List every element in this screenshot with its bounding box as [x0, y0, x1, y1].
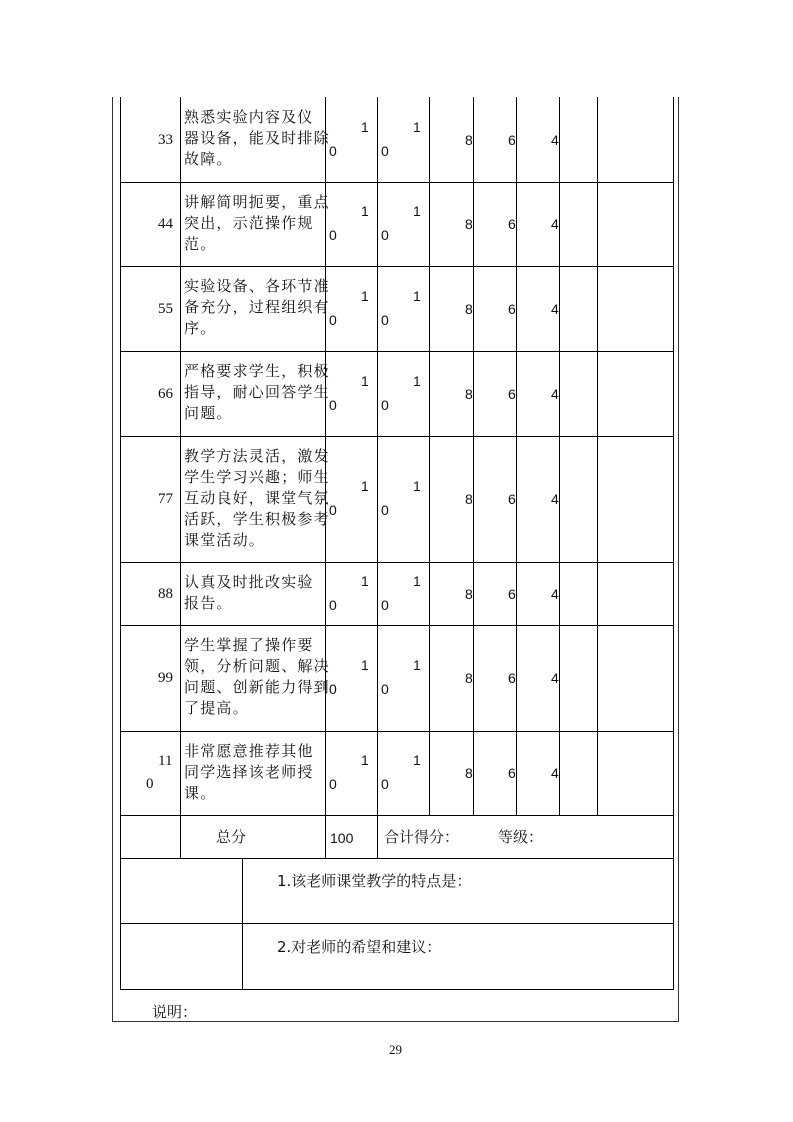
score-great-bottom: 0 [381, 776, 389, 792]
column-border [377, 97, 378, 816]
column-border [120, 815, 121, 859]
column-border [120, 858, 121, 990]
score-full-top: 1 [361, 118, 369, 135]
score-great-bottom: 0 [381, 142, 389, 159]
page-number: 29 [389, 1042, 402, 1057]
score-great-top: 1 [413, 203, 421, 219]
score-pass: 6 [508, 765, 516, 781]
row-border [120, 989, 674, 990]
row-border [120, 266, 674, 267]
score-great-bottom: 0 [381, 227, 389, 243]
score-pass: 6 [508, 131, 516, 148]
column-border [180, 815, 181, 859]
score-full-top: 1 [361, 752, 369, 768]
column-border [325, 815, 326, 859]
column-border [673, 97, 674, 816]
score-great-bottom: 0 [381, 311, 389, 328]
grade-label: 等级： [498, 828, 544, 846]
score-low: 4 [551, 765, 559, 781]
row-number-cont: 0 [146, 776, 154, 792]
score-good: 8 [465, 216, 473, 232]
comment-question-2: 2.对老师的希望和建议： [277, 938, 442, 956]
column-border [673, 815, 674, 859]
score-good: 8 [465, 491, 473, 507]
score-full-bottom: 0 [329, 396, 337, 413]
score-full-bottom: 0 [329, 776, 337, 792]
row-border [120, 562, 674, 563]
criterion-text: 实验设备、各环节准 备充分，过程组织有 序。 [184, 277, 330, 337]
score-good: 8 [465, 585, 473, 602]
note-label: 说明： [152, 1003, 198, 1021]
score-full-bottom: 0 [329, 142, 337, 159]
score-pass: 6 [508, 491, 516, 507]
score-full-bottom: 0 [329, 227, 337, 243]
row-number: 33 [158, 131, 173, 148]
score-great-top: 1 [413, 572, 421, 589]
score-good: 8 [465, 131, 473, 148]
score-full-top: 1 [361, 478, 369, 494]
row-number: 44 [158, 216, 173, 232]
score-full-top: 1 [361, 657, 369, 673]
score-great-top: 1 [413, 478, 421, 494]
score-full-bottom: 0 [329, 596, 337, 613]
score-great-top: 1 [413, 372, 421, 389]
score-low: 4 [551, 385, 559, 402]
row-number: 88 [158, 585, 173, 602]
comment-question-1: 1.该老师课堂教学的特点是： [277, 872, 472, 890]
score-great-bottom: 0 [381, 681, 389, 697]
score-pass: 6 [508, 216, 516, 232]
score-good: 8 [465, 385, 473, 402]
column-border [120, 97, 121, 816]
score-pass: 6 [508, 670, 516, 686]
score-great-top: 1 [413, 118, 421, 135]
score-great-top: 1 [413, 657, 421, 673]
score-full-bottom: 0 [329, 502, 337, 518]
column-border [429, 97, 430, 816]
criterion-text: 学生掌握了操作要 领，分析问题、解决 问题、创新能力得到 了提高。 [184, 636, 330, 717]
score-full-top: 1 [361, 572, 369, 589]
score-pass: 6 [508, 300, 516, 317]
criterion-text: 教学方法灵活，激发 学生学习兴趣；师生 互动良好，课堂气氛 活跃，学生积极参考 课堂活动。 [184, 446, 330, 549]
score-great-bottom: 0 [381, 596, 389, 613]
score-pass: 6 [508, 385, 516, 402]
score-full-top: 1 [361, 372, 369, 389]
score-low: 4 [551, 300, 559, 317]
row-number: 11 [158, 753, 173, 769]
score-pass: 6 [508, 585, 516, 602]
row-number: 55 [158, 300, 173, 317]
score-great-bottom: 0 [381, 502, 389, 518]
row-number: 77 [158, 491, 173, 507]
sum-score-label: 合计得分： [384, 828, 460, 846]
score-good: 8 [465, 765, 473, 781]
row-border [120, 182, 674, 183]
row-border [120, 815, 674, 816]
row-number: 99 [158, 670, 173, 686]
score-great-top: 1 [413, 752, 421, 768]
criterion-text: 非常愿意推荐其他 同学选择该老师授 课。 [184, 741, 314, 802]
column-border [673, 858, 674, 990]
score-low: 4 [551, 585, 559, 602]
criterion-text: 熟悉实验内容及仪 器设备，能及时排除 故障。 [184, 108, 330, 168]
column-border [377, 815, 378, 859]
column-border [597, 97, 598, 816]
column-border [180, 97, 181, 816]
total-label: 总分 [216, 828, 247, 846]
score-full-top: 1 [361, 203, 369, 219]
total-value: 100 [330, 830, 354, 846]
score-full-bottom: 0 [329, 311, 337, 328]
row-border [120, 858, 674, 859]
column-border [516, 97, 517, 816]
score-low: 4 [551, 131, 559, 148]
row-border [120, 436, 674, 437]
score-good: 8 [465, 670, 473, 686]
column-border [242, 858, 243, 990]
score-low: 4 [551, 216, 559, 232]
criterion-text: 严格要求学生，积极 指导，耐心回答学生 问题。 [184, 362, 330, 422]
criterion-text: 认真及时批改实验 报告。 [184, 572, 314, 612]
score-great-top: 1 [413, 287, 421, 304]
row-number: 66 [158, 385, 173, 402]
row-border [120, 625, 674, 626]
score-full-bottom: 0 [329, 681, 337, 697]
row-border [120, 731, 674, 732]
criterion-text: 讲解简明扼要，重点 突出，示范操作规 范。 [184, 192, 330, 253]
score-low: 4 [551, 491, 559, 507]
row-border [120, 923, 674, 924]
score-low: 4 [551, 670, 559, 686]
row-border [120, 351, 674, 352]
score-full-top: 1 [361, 287, 369, 304]
column-border [559, 97, 560, 816]
score-great-bottom: 0 [381, 396, 389, 413]
score-good: 8 [465, 300, 473, 317]
column-border [473, 97, 474, 816]
